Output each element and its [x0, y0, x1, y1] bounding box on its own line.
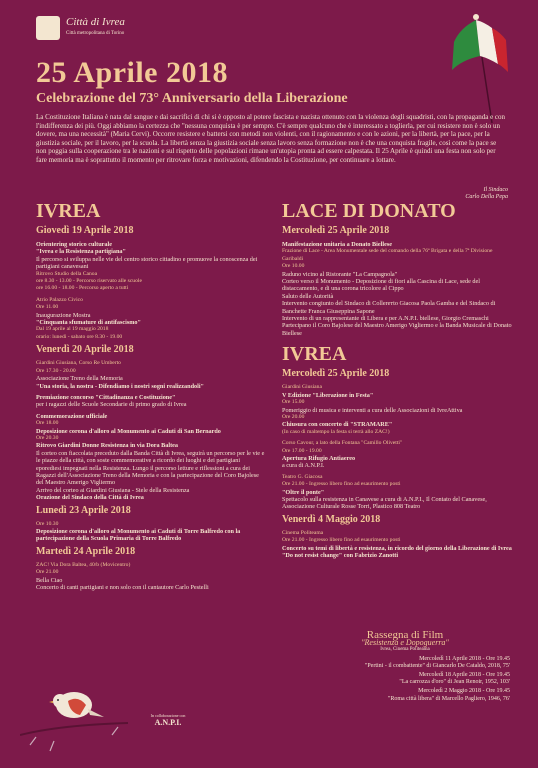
event-time: Ore 11.00: [36, 304, 59, 311]
signature-name: Carlo Della Pepa: [465, 194, 508, 200]
event-title: Apertura Rifugio Antiaereo: [282, 454, 356, 462]
event: [36, 413, 266, 502]
bird-branch-icon: [20, 665, 130, 765]
event: [282, 530, 512, 560]
event: [282, 384, 512, 436]
film-series-subtitle: "Resistenza e Dopoguerra": [361, 638, 449, 648]
event-subtitle: "Ivrea e la Resistenza partigiana": [36, 248, 126, 256]
event-time: Ore 21.00 - Ingresso libero fino ad esaurimento posti: [282, 537, 401, 544]
film-date: Mercoledì 11 Aprile 2018 - Ore 19.45: [419, 655, 510, 662]
event-place: Giardini Giusiana: [282, 384, 322, 391]
event-title: Associazione Treno della Memoria: [36, 375, 123, 383]
event-hours: orario: lunedì - sabato ore 8.30 - 19.00: [36, 333, 123, 340]
event-time: ore 16.00 - 18.00 - Percorso aperto a tutti: [36, 285, 129, 292]
event: [36, 521, 266, 543]
event-desc: Pomeriggio di musica e interventi a cura delle Associazioni di IvreAttiva: [282, 406, 463, 414]
italian-flag-icon: [440, 10, 510, 125]
city-heading: IVREA: [282, 343, 347, 366]
event-time: Ore 17.00 - 19.00: [282, 447, 322, 454]
film-item: [300, 688, 510, 702]
city-heading: LACE DI DONATO: [282, 200, 456, 222]
event: [36, 297, 266, 341]
event-subtitle: "Cinquanta sfumature di antifascismo": [36, 319, 141, 327]
day-heading: Mercoledì 25 Aprile 2018: [282, 225, 390, 236]
film-series-location: Ivrea, Cinema Politeama: [380, 647, 430, 653]
event-desc: Chiusura con concerto di "STRAMARE": [282, 421, 393, 429]
event-time: Ore 18.00: [36, 420, 59, 427]
event-place: Corso Cavour, a lato della Fontana "Camillo Olivetti": [282, 440, 403, 447]
event-place: Giardini Giusiana, Corso Re Umberto: [36, 360, 121, 367]
event-time: Ore 21.00 - Ingresso libero fino ad esaurimento posti: [282, 481, 401, 488]
film-series: [300, 629, 510, 703]
film-title: "Roma città libera" di Marcello Pagliero, 1946, 76': [387, 695, 510, 702]
city-subtitle: Città metropolitana di Torino: [66, 31, 125, 36]
event: [36, 394, 266, 409]
event-time: Ore 17.30 - 20.00: [36, 367, 76, 374]
event-desc: Concerto su temi di libertà e resistenza, in ricordo del giorno della Liberazione di Ivrea: [282, 544, 512, 552]
event-time: Ore 10.00: [282, 263, 305, 270]
city-heading: IVREA: [36, 200, 101, 222]
event-desc: per i ragazzi delle Scuole Secondarie di primo grado di Ivrea: [36, 401, 187, 409]
event-desc: Saluto delle Autorità: [282, 292, 334, 300]
city-crest-icon: [36, 16, 60, 40]
day-heading: Martedì 24 Aprile 2018: [36, 545, 136, 557]
event: [36, 241, 266, 293]
event-desc: Orazione del Sindaco della Città di Ivrea: [36, 494, 144, 502]
film-date: Mercoledì 2 Maggio 2018 - Ore 19.45: [418, 688, 510, 695]
signature: [465, 187, 508, 201]
right-column: [282, 200, 512, 559]
event-place: Atrio Palazzo Civico: [36, 296, 83, 303]
film-series-heading: Rassegna di Film: [366, 629, 444, 641]
event-note: (In caso di maltempo la festa si terrà allo ZAC!): [282, 428, 390, 435]
event-title: "Oltre il ponte": [282, 488, 325, 496]
event-title: Premiazione concorso "Cittadinanza e Costituzione": [36, 393, 176, 401]
event-time: Ore 20.30: [36, 434, 59, 441]
event-place: Teatro G. Giacosa: [282, 473, 323, 480]
event-time: Ore 15.00: [282, 399, 305, 406]
event-title: Inaugurazione Mostra: [36, 311, 91, 319]
event-desc: Il percorso si sviluppa nelle vie del centro storico cittadino e promuove la conoscenza dei partigiani canavesani: [36, 255, 258, 271]
event-desc: Deposizione corona d'alloro al Monumento ai Caduti di Torre Balfredo con la partecipazione della Scuola Primaria di Torre Balfredo: [36, 528, 241, 543]
event-desc: Intervento congiunto del Sindaco di Collerетto Giacosa Paola Gamba e del Sindaco di Banchette Franca Giuseppina Sapone: [282, 300, 496, 315]
day-heading: Mercoledì 25 Aprile 2018: [282, 368, 390, 380]
event-dates: Dal 19 aprile al 19 maggio 2018: [36, 326, 109, 333]
event-title: Bella Ciao: [36, 576, 63, 584]
anpi-label: In collaborazione con: [150, 713, 186, 718]
event-time: Ore 20.00: [282, 413, 305, 420]
event-desc: Deposizione corona d'alloro al Monumento ai Caduti di San Bernardo: [36, 427, 221, 435]
film-item: [300, 656, 510, 670]
event-place: Cinema Politeama: [282, 529, 324, 536]
signature-role: Il Sindaco: [483, 187, 508, 193]
day-heading: Lunedì 23 Aprile 2018: [36, 504, 131, 516]
event-subtitle: "Do not resist change" con Fabrizio Zanotti: [282, 552, 399, 559]
event-title: Manifestazione unitaria a Donato Biellese: [282, 241, 392, 248]
event-time: Ore 21.00: [36, 569, 59, 576]
event-desc: Raduno vicino al Ristorante "La Campagnola": [282, 270, 398, 278]
event-desc: Concerto di canti partigiani e non solo con il cantautore Carlo Pestelli: [36, 584, 209, 592]
event-title: Orientering storico culturale: [36, 241, 112, 248]
event: [36, 562, 266, 592]
event-time: Ore 10.30: [36, 520, 59, 527]
event-desc: Arrivo del corteo ai Giardini Giusiana - Stele della Resistenza: [36, 486, 190, 494]
event-desc: a cura di A.N.P.I.: [282, 462, 325, 470]
event: [36, 360, 266, 390]
left-column: [36, 200, 266, 591]
day-heading: Venerdì 4 Maggio 2018: [282, 513, 381, 525]
event-time: ore 8.30 - 13.00 - Percorso riservato alle scuole: [36, 278, 142, 285]
page-title: 25 Aprile 2018: [36, 56, 228, 89]
event-place: ZAC! Via Dora Baltea, 40/b (Movicentro): [36, 561, 131, 568]
day-heading: Venerdì 20 Aprile 2018: [36, 344, 134, 356]
city-name: Città di Ivrea: [66, 16, 125, 28]
film-title: "La carrozza d'oro" di Jean Renoir, 1952, 103': [399, 679, 510, 686]
event-desc: Spettacolo sulla resistenza in Canavese a cura di A.N.P.I., Il Contato del Canavese, Associazione Culturale Rosse Torri, Plastico 808 Teatro: [282, 495, 487, 511]
event-place: Ritrovo Studio della Canoa: [36, 270, 98, 277]
anpi-name: A.N.P.I.: [154, 718, 182, 727]
film-title: "Pertini - il combattente" di Giancarlo De Cataldo, 2018, 75': [364, 662, 510, 669]
page-subtitle: Celebrazione del 73° Anniversario della Liberazione: [36, 91, 348, 106]
event-desc: Partecipano il Coro Bajolese del Maestro Amerigo Vigliermo e la Banda Musicale di Donato Biellese: [282, 322, 512, 337]
event-desc: Il corteo con fiaccolata preceduto dalla Banda Città di Ivrea, seguirà un percorso per le vie e le piazze della città, con soste commemorative a ricordo dei luoghi e dei partigiani eporediesi impegnati nella Resistenza. Lungo il percorso letture e riflessioni a cura dei Ragazzi dell'Associazione Treno della Memoria e con la partecipazione del Coro Bajolese del Maestro Amerigo Vigliermo: [36, 449, 265, 487]
intro-text: La Costituzione Italiana è nata dal sangue e dai sacrifici di chi si è opposto al potere fascista e nazista ottenuto con la violenza degli squadristi, con la propaganda e con l'indifferenza dei più. Oggi abbiamo la certezza che "nessuna conquista è per sempre. C'è sempre qualcuno che è interessato a toglierla, per cui resistere non è solo un dovere, ma una necessità" (Maria Cervi). Occorre resistere e battersi con metodi non violenti, con il ragionamento e con le azioni, per la libertà, per la pace, per la giustizia sociale, per il lavoro, per la scuola. La libertà senza la giustizia sociale senza lavoro senza formazione non è che una conquista fragile, così come la pace se non poggia sulla cooperazione tra le nazioni e sul rispetto delle popolazioni rimane un'utopia pronta ad essere calpestata. Il 25 Aprile è quindi una festa non solo per fare memoria ma è soprattutto il momento per ritrovare forza e motivazioni, difendendo la Costituzione, per continuare a lottare.: [36, 113, 506, 164]
event: [282, 241, 512, 337]
anpi-logo: [148, 713, 188, 753]
day-heading: Giovedì 19 Aprile 2018: [36, 225, 134, 236]
event-subtitle: "Una storia, la nostra - Difendiamo i nostri sogni realizzandoli": [36, 382, 204, 390]
film-item: [300, 672, 510, 686]
event-title: Commemorazione ufficiale: [36, 412, 108, 420]
event-desc: Intervento di un rappresentante di Libera e per A.N.P.I. biellese, Giorgio Cremaschi: [282, 315, 489, 323]
event: [282, 440, 512, 470]
event-desc: Ritrovo Giardini Donne Resistenza in via Dora Baltea: [36, 442, 179, 450]
event-place: Frazione di Lace - Area Monumentale sede del comando della 76ª Brigata e della 7ª Divisione Garibaldi: [282, 248, 493, 262]
film-date: Mercoledì 18 Aprile 2018 - Ore 19.45: [418, 672, 510, 679]
event: [282, 474, 512, 511]
event-title: V Edizione "Liberazione in Festa": [282, 391, 374, 399]
event-desc: Corteo verso il Monumento - Deposizione di fiori alla Cascina di Lace, sede del distaccamento, e di una corona tricolore al Cippo: [282, 278, 480, 293]
